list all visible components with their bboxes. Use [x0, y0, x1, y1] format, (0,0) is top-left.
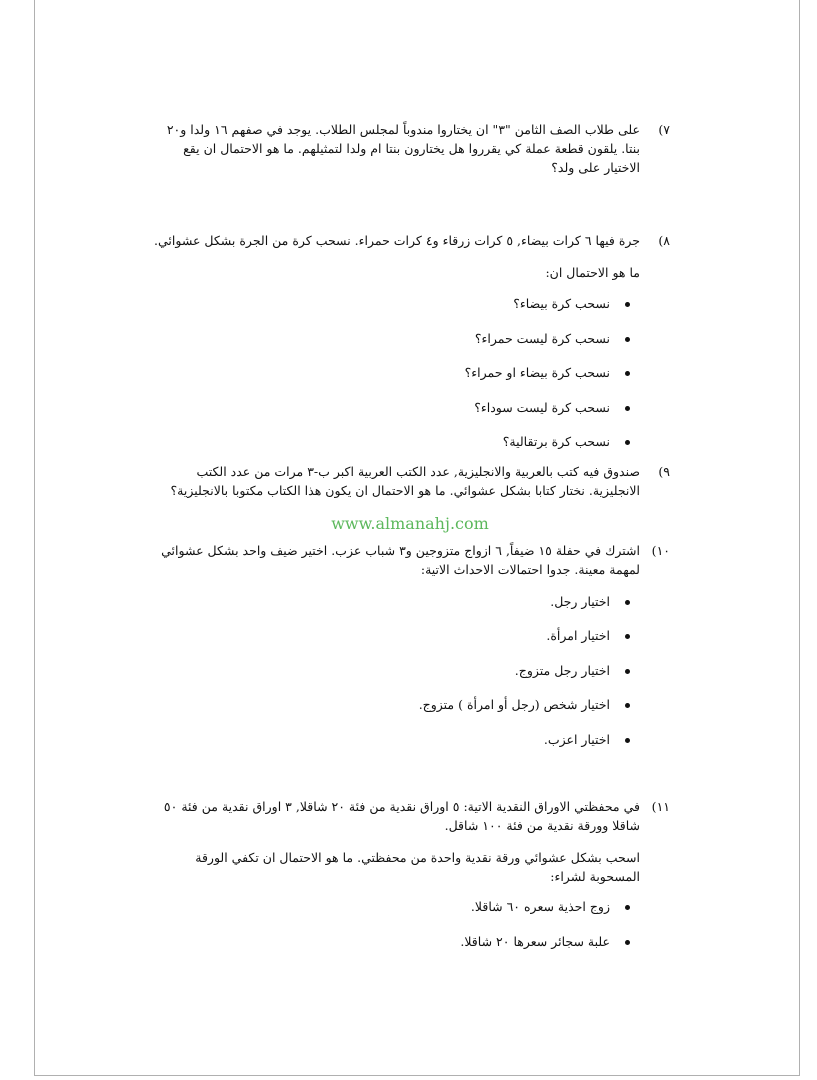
- options-list: [150, 890, 670, 959]
- question-subtext: ما هو الاحتمال ان:: [545, 265, 640, 280]
- bullet-icon: [625, 371, 630, 376]
- question-number: ١٠): [651, 542, 670, 558]
- question-9: [150, 462, 670, 500]
- list-item: نسحب كرة ليست حمراء؟: [150, 322, 610, 357]
- bullet-icon: [625, 406, 630, 411]
- list-item: نسحب كرة بيضاء او حمراء؟: [150, 356, 610, 391]
- question-text: في محفظتي الاوراق النقدية الاتية: ٥ اوراق نقدية من فئة ٢٠ شاقلا, ٣ اوراق نقدية من فئة ٥٠ شاقلا وورقة نقدية من فئة ١٠٠ شاقل.: [163, 799, 640, 833]
- document-content: [150, 120, 670, 959]
- list-item: اختيار اعزب.: [150, 723, 610, 758]
- question-subtext: اسحب بشكل عشوائي ورقة نقدية واحدة من محفظتي. ما هو الاحتمال ان تكفي الورقة المسحوبة لشراء:: [195, 850, 640, 884]
- bullet-icon: [625, 302, 630, 307]
- list-item: نسحب كرة برتقالية؟: [150, 425, 610, 460]
- question-text: صندوق فيه كتب بالعربية والانجليزية, عدد الكتب العربية اكبر ب-٣ مرات من عدد الكتب الانجليزية. نختار كتابا بشكل عشوائي. ما هو الاحتمال ان يكون هذا الكتاب مكتوبا بالانجليزية؟: [170, 463, 640, 498]
- bullet-icon: [625, 600, 630, 605]
- bullet-icon: [625, 440, 630, 445]
- list-item: نسحب كرة ليست سوداء؟: [150, 391, 610, 426]
- question-text: جرة فيها ٦ كرات بيضاء, ٥ كرات زرقاء و٤ كرات حمراء. نسحب كرة من الجرة بشكل عشوائي.: [154, 233, 640, 248]
- question-8: [150, 231, 670, 250]
- list-item: اختيار امرأة.: [150, 619, 610, 654]
- bullet-icon: [625, 337, 630, 342]
- list-item: نسحب كرة بيضاء؟: [150, 287, 610, 322]
- question-text: على طلاب الصف الثامن "٣" ان يختاروا مندوباً لمجلس الطلاب. يوجد في صفهم ١٦ ولدا و٢٠ بنتا. يلقون قطعة عملة كي يقرروا هل يختارون بنتا ام ولدا لتمثيلهم. ما هو الاحتمال ان يقع الاختيار على ولد؟: [166, 122, 640, 175]
- bullet-icon: [625, 738, 630, 743]
- list-item: اختيار رجل.: [150, 585, 610, 620]
- watermark-text: www.almanahj.com: [331, 513, 489, 533]
- options-list: [150, 585, 670, 758]
- question-number: ١١): [651, 799, 670, 814]
- bullet-icon: [625, 634, 630, 639]
- bullet-icon: [625, 669, 630, 674]
- bullet-icon: [625, 703, 630, 708]
- question-10: [150, 541, 670, 579]
- bullet-icon: [625, 940, 630, 945]
- question-number: ٧): [658, 122, 670, 137]
- question-text: اشترك في حفلة ١٥ ضيفاً, ٦ ازواج متزوجين و٣ شباب عزب. اختير ضيف واحد بشكل عشوائي لمهمة معينة. جدوا احتمالات الاحداث الاتية:: [161, 542, 640, 577]
- bullet-icon: [625, 905, 630, 910]
- question-7: [150, 120, 670, 177]
- list-item: اختيار رجل متزوج.: [150, 654, 610, 689]
- list-item: علبة سجائر سعرها ٢٠ شاقلا.: [150, 925, 610, 960]
- list-item: اختيار شخص (رجل أو امرأة ) متزوج.: [150, 688, 610, 723]
- options-list: [150, 287, 670, 460]
- question-11: [150, 797, 670, 835]
- list-item: زوج احذية سعره ٦٠ شاقلا.: [150, 890, 610, 925]
- question-number: ٨): [658, 233, 670, 248]
- question-number: ٩): [658, 463, 670, 479]
